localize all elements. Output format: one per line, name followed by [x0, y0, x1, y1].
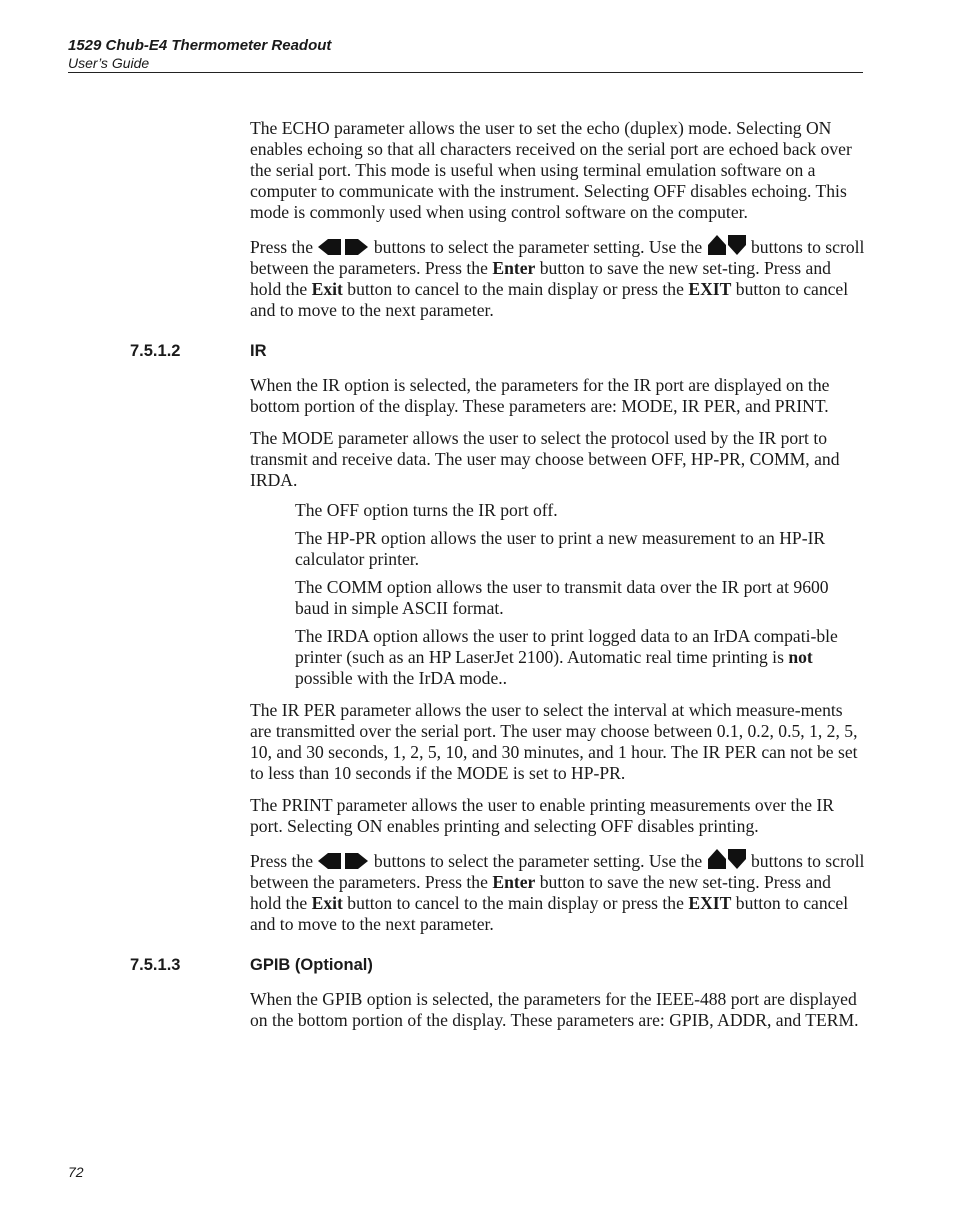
hppr-option-text: The HP-PR option allows the user to print a new measurement to an HP-IR calculator printer.	[295, 528, 826, 569]
document-subtitle: User’s Guide	[68, 55, 150, 71]
up-down-arrows-icon	[707, 234, 747, 256]
echo-paragraph: The ECHO parameter allows the user to set the echo (duplex) mode. Selecting ON enables echoing so that all characters received on the serial port are echoed back over the serial port. This mode is useful when using terminal emulation software on a computer to communicate with the instrument. Selecting OFF disables echoing. This mode is commonly used when using control software on the computer.	[250, 118, 852, 222]
ir-mode-paragraph: The MODE parameter allows the user to select the protocol used by the IR port to transmit and receive data. The user may choose between OFF, HP-PR, COMM, and IRDA.	[250, 428, 840, 490]
irda-option-text: The IRDA option allows the user to print logged data to an IrDA compati-ble printer (such as an HP LaserJet 2100). Automatic real time printing is not possible with the IrDA mode..	[295, 626, 838, 688]
ir-intro-paragraph: When the IR option is selected, the parameters for the IR port are displayed on the bottom portion of the display. These parameters are: MODE, IR PER, and PRINT.	[250, 375, 830, 416]
section-title: IR	[250, 342, 267, 360]
nav-instructions-2: Press the buttons to select the parameter setting. Use the buttons to scroll between the parameters. Press the Enter button to save the new set-ting. Press and hold the Exit button to cancel to the main display or press the EXIT button to cancel and to move to the next parameter.	[250, 848, 865, 935]
comm-option-text: The COMM option allows the user to transmit data over the IR port at 9600 baud in simple ASCII format.	[295, 577, 829, 618]
print-paragraph: The PRINT parameter allows the user to enable printing measurements over the IR port. Selecting ON enables printing and selecting OFF disables printing.	[250, 795, 835, 836]
section-heading-ir	[0, 341, 954, 361]
nav-instructions-1: Press the buttons to select the parameter setting. Use the buttons to scroll between the parameters. Press the Enter button to save the new set-ting. Press and hold the Exit button to cancel to the main display or press the EXIT button to cancel and to move to the next parameter.	[250, 234, 865, 321]
section-number: 7.5.1.2	[130, 342, 181, 360]
section-number: 7.5.1.3	[130, 956, 181, 974]
left-right-arrows-icon	[317, 852, 369, 870]
left-right-arrows-icon	[317, 238, 369, 256]
section-title: GPIB (Optional)	[250, 956, 373, 974]
page-number: 72	[68, 1164, 84, 1180]
up-down-arrows-icon	[707, 848, 747, 870]
section-heading-gpib	[0, 955, 954, 975]
page-body	[0, 118, 954, 1042]
off-option-text: The OFF option turns the IR port off.	[295, 500, 558, 520]
page-header	[68, 37, 863, 73]
document-title: 1529 Chub-E4 Thermometer Readout	[68, 37, 332, 54]
gpib-paragraph: When the GPIB option is selected, the parameters for the IEEE-488 port are displayed on the bottom portion of the display. These parameters are: GPIB, ADDR, and TERM.	[250, 989, 859, 1030]
ir-per-paragraph: The IR PER parameter allows the user to select the interval at which measure-ments are transmitted over the serial port. The user may choose between 0.1, 0.2, 0.5, 1, 2, 5, 10, and 30 seconds, 1, 2, 5, 10, and 30 minutes, and 1 hour. The IR PER can not be set to less than 10 seconds if the MODE is set to HP-PR.	[250, 700, 858, 783]
